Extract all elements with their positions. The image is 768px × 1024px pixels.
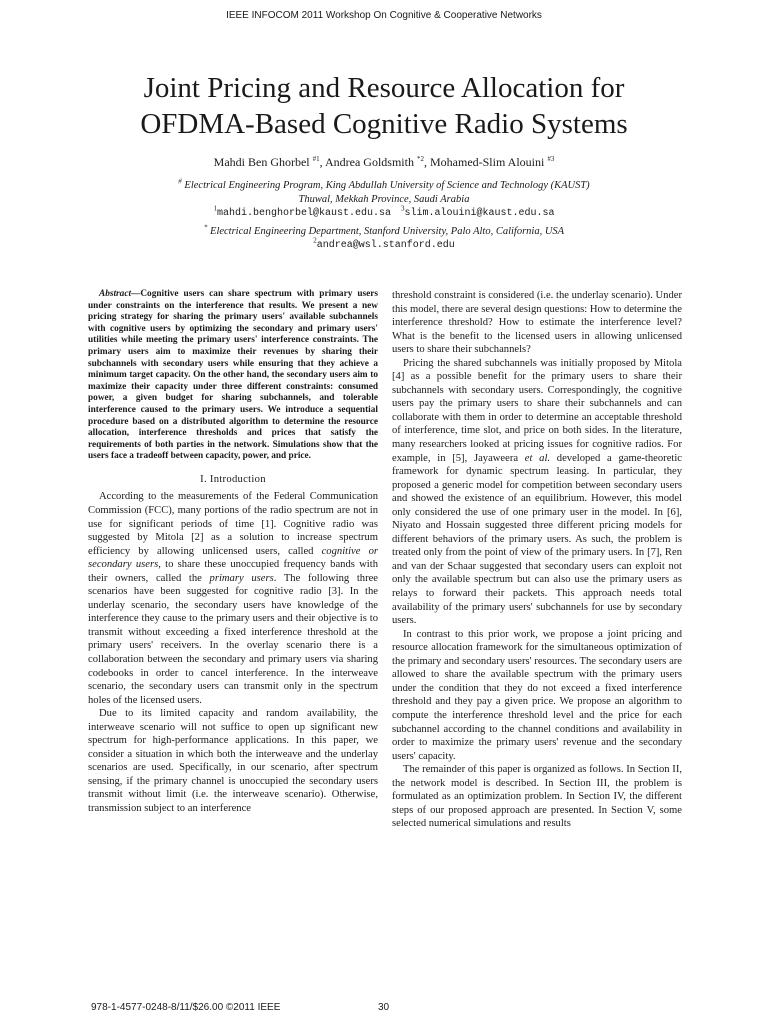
- right-column: [392, 289, 682, 831]
- title-line-2: OFDMA-Based Cognitive Radio Systems: [140, 108, 628, 140]
- author-1: Mahdi Ben Ghorbel: [213, 155, 310, 169]
- abstract-text: —Cognitive users can share spectrum with primary users under constraints on the interference that results. We present a new pricing strategy for sharing the primary users' available subchannels with cognitive users by optimizing the secondary and primary users' utilities while meeting the primary users' interference constraints. The primary users aim to maximize their revenues by sharing their subchannels with secondary users while ensuring that they achieve a minimum target capacity. On the other hand, the secondary users aim to maximize their capacity under three different constraints: consumed power, a given budget for sharing subchannels, and tolerable interference caused to the primary users. We introduce a sequential procedure based on a distributed algorithm to determine the resource allocation, interference thresholds and prices that satisfy the requirements of both parties in the network. Simulations show that the users face a tradeoff between capacity, power, and price.: [88, 289, 378, 462]
- affiliation-1-line-1: # Electrical Engineering Program, King Abdullah University of Science and Technology (KAUST): [178, 177, 590, 191]
- affiliation-1-emails: [0, 206, 768, 220]
- affiliation-1-mark: #: [178, 177, 182, 186]
- intro-paragraph-3: threshold constraint is considered (i.e. the underlay scenario). Under this model, there are several design questions: How to determine the interference threshold? How to estimate the interference level? What is the benefit to the licensed users in allowing unlicensed users to share their subchannels?: [392, 290, 682, 356]
- author-2-mark: *2: [416, 155, 424, 163]
- abstract: [88, 289, 378, 463]
- email-3-mark: 3: [401, 204, 405, 213]
- footer-isbn: 978-1-4577-0248-8/11/$26.00 ©2011 IEEE: [91, 1002, 281, 1013]
- email-1: mahdi.benghorbel@kaust.edu.sa: [216, 208, 391, 219]
- email-3: slim.alouini@kaust.edu.sa: [404, 208, 555, 219]
- intro-paragraph-4: Pricing the shared subchannels was initially proposed by Mitola [4] as a possible benefit for the primary users to share their subchannels with secondary users. Correspondingly, the cognitive users pay the primary users to share their subchannels and can collaborate with them in order to determine an acceptable threshold of interference, time slot, and price on both sides. In the literature, many researchers looked at pricing issues for cognitive radios. For example, in [5], Jayaweera et al. developed a game-theoretic framework for dynamic spectrum leasing. In particular, they proposed a generic model for competition between secondary users and showed the existence of an equilibrium. However, this model only considered the use of one primary user in the model. In [6], Niyato and Hossain suggested three different pricing models for different behaviors of the primary users. As such, the problem is treated only from the point of view of the primary users. In [7], Ren and van der Schaar suggested that secondary users can exploit not only the available spectrum but can also use the primary users as relays to forward their packets. This approach needs total availability of the primary users' subchannels for use by secondary users.: [392, 357, 682, 627]
- intro-paragraph-2: Due to its limited capacity and random availability, the interweave scenario will not suffice to open up significant new spectrum for high-performance applications. In this paper, we consider a situation in which both the interweave and the underlay scenarios are used. Specifically, in our scenario, after spectrum sensing, if the primary channel is unoccupied the secondary users transmit without limit (i.e. the interweave scenario). Otherwise, transmission subject to an interference: [88, 708, 378, 815]
- intro-paragraph-1: According to the measurements of the Federal Communication Commission (FCC), many portions of the radio spectrum are not in use for significant periods of time [1]. Cognitive radio was suggested by Mitola [2] as a solution to increase spectrum efficiency by allowing unlicensed users, called cognitive or secondary users, to share these unoccupied frequency bands with their owners, called the primary users. The following three scenarios have been suggested for cognitive radio [3]. In the underlay scenario, the secondary users have knowledge of the interference they cause to the primary users and their objective is to transmit without exceeding a fixed interference threshold at the primary users' receivers. In the overlay scenario there is a collaboration between the secondary and primary users via sharing codebooks in order to cancel interference. In the interweave scenario, the secondary users can transmit only in the spectrum holes of the licensed users.: [88, 491, 378, 706]
- paper-title: [0, 70, 768, 142]
- author-2: Andrea Goldsmith: [324, 155, 414, 169]
- section-heading-introduction: I. Introduction: [200, 473, 266, 485]
- venue-header: IEEE INFOCOM 2011 Workshop On Cognitive & Cooperative Networks: [226, 10, 542, 21]
- abstract-label: Abstract: [99, 289, 132, 299]
- email-1-mark: 1: [213, 204, 217, 213]
- left-column: [88, 289, 378, 816]
- author-3-mark: #3: [547, 155, 555, 163]
- author-1-mark: #1: [312, 155, 320, 163]
- affiliation-2-email: [0, 238, 768, 252]
- intro-paragraph-5: In contrast to this prior work, we propose a joint pricing and resource allocation framework for the simultaneous optimization of the primary and secondary users' resources. The secondary users are allowed to share the available spectrum with the primary users under the condition that they do not exceed a fixed interference threshold and they pay a given price. We propose an algorithm to compute the interference threshold level and the price for each subchannel according to the channel conditions and availability in order to maximize the primary users' revenue and the secondary users' capacity.: [392, 628, 682, 762]
- author-3: Mohamed-Slim Alouini: [429, 155, 545, 169]
- email-2: andrea@wsl.stanford.edu: [316, 240, 455, 251]
- affiliation-2-line-1: * Electrical Engineering Department, Stanford University, Palo Alto, California, USA: [203, 223, 565, 237]
- affiliation-2-mark: *: [203, 223, 208, 232]
- intro-paragraph-6: The remainder of this paper is organized as follows. In Section II, the network model is described. In Section III, the problem is formulated as an optimization problem. In Section IV, the different steps of our proposed approach are presented. In Section V, some selected numerical simulations and results: [392, 764, 682, 830]
- author-list: Mahdi Ben Ghorbel $^{\#1}$, Andrea Goldsmith $^{*2}$, Mohamed-Slim Alouini $^{\#3}$: [213, 155, 555, 169]
- footer-page-number: 30: [378, 1002, 390, 1013]
- title-line-1: Joint Pricing and Resource Allocation for: [143, 72, 625, 104]
- affiliation-1-line-2: Thuwal, Mekkah Province, Saudi Arabia: [298, 194, 470, 205]
- email-2-mark: 2: [313, 236, 317, 245]
